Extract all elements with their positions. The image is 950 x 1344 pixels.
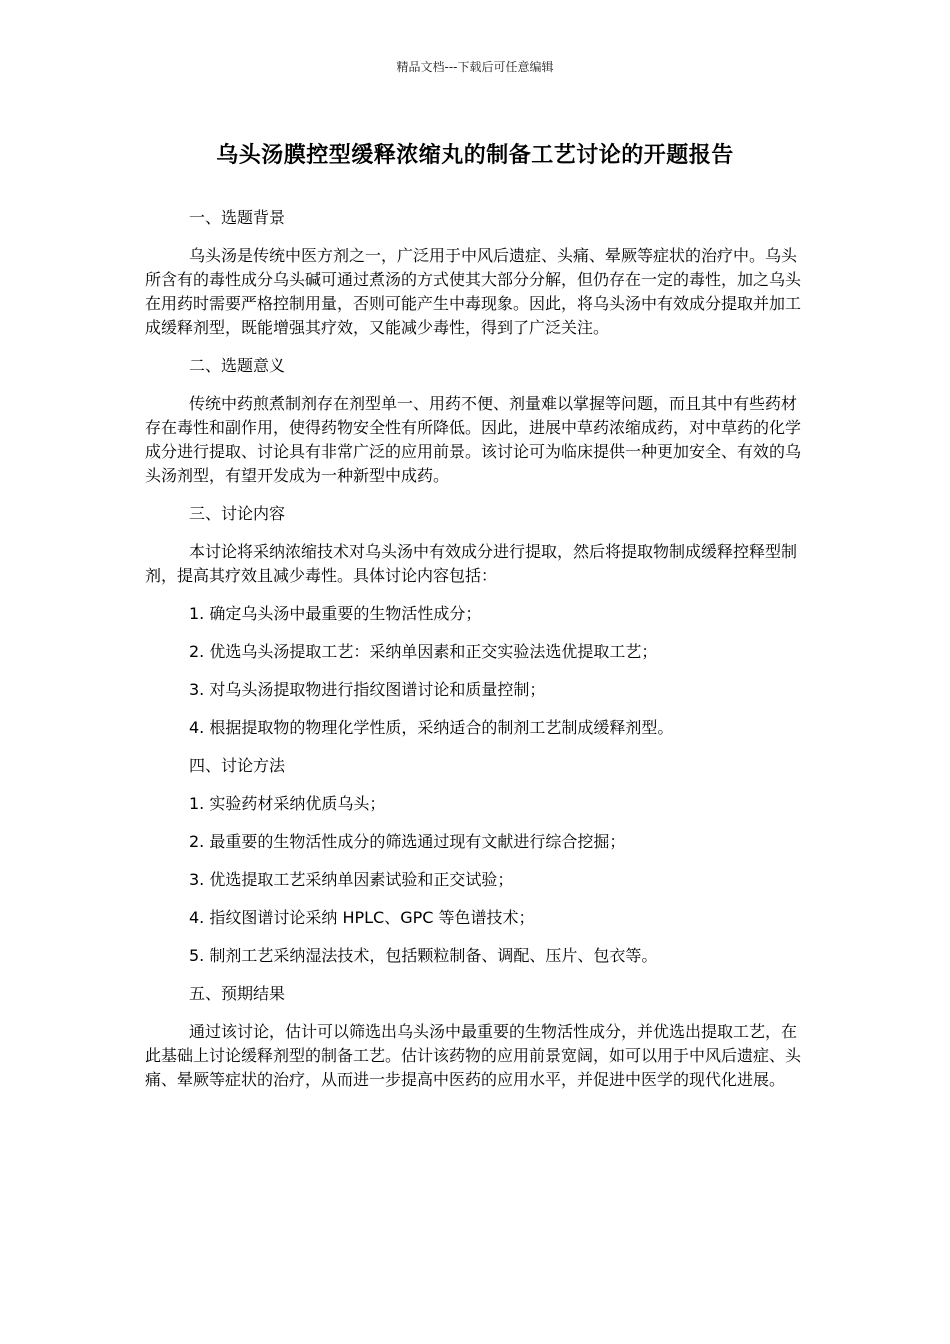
section-heading-background: 一、选题背景 — [189, 208, 286, 227]
section-heading-significance: 二、选题意义 — [189, 356, 286, 375]
page-header: 精品文档---下载后可任意编辑 — [396, 60, 554, 74]
document-title: 乌头汤膜控型缓释浓缩丸的制备工艺讨论的开题报告 — [216, 143, 734, 168]
list-item: 3. 对乌头汤提取物进行指纹图谱讨论和质量控制； — [189, 680, 546, 699]
section-paragraph-background: 乌头汤是传统中医方剂之一，广泛用于中风后遗症、头痛、晕厥等症状的治疗中。乌头所含有的毒性成分乌头碱可通过煮汤的方式使其大部分分解，但仍存在一定的毒性，加之乌头在用药时需要严格控制用量，否则可能产生中毒现象。因此，将乌头汤中有效成分提取并加工成缓释剂型，既能增强其疗效，又能减少毒性，得到了广泛关注。 — [145, 246, 802, 337]
section-heading-methods: 四、讨论方法 — [189, 756, 286, 775]
section-paragraph-content: 本讨论将采纳浓缩技术对乌头汤中有效成分进行提取，然后将提取物制成缓释控释型制剂，提高其疗效且减少毒性。具体讨论内容包括： — [145, 542, 798, 585]
section-paragraph-expected-results: 通过该讨论，估计可以筛选出乌头汤中最重要的生物活性成分，并优选出提取工艺，在此基础上讨论缓释剂型的制备工艺。估计该药物的应用前景宽阔，如可以用于中风后遗症、头痛、晕厥等症状的治疗，从而进一步提高中医药的应用水平，并促进中医学的现代化进展。 — [145, 1022, 802, 1089]
list-item: 4. 根据提取物的物理化学性质，采纳适合的制剂工艺制成缓释剂型。 — [189, 718, 674, 737]
section-paragraph-significance: 传统中药煎煮制剂存在剂型单一、用药不便、剂量难以掌握等问题，而且其中有些药材存在毒性和副作用，使得药物安全性有所降低。因此，进展中草药浓缩成药，对中草药的化学成分进行提取、讨论具有非常广泛的应用前景。该讨论可为临床提供一种更加安全、有效的乌头汤剂型，有望开发成为一种新型中成药。 — [145, 394, 802, 485]
document-body — [145, 206, 810, 1106]
list-item: 4. 指纹图谱讨论采纳 HPLC、GPC 等色谱技术； — [189, 908, 535, 927]
list-item: 2. 优选乌头汤提取工艺：采纳单因素和正交实验法选优提取工艺； — [189, 642, 658, 661]
list-item: 5. 制剂工艺采纳湿法技术，包括颗粒制备、调配、压片、包衣等。 — [189, 946, 658, 965]
list-item: 3. 优选提取工艺采纳单因素试验和正交试验； — [189, 870, 514, 889]
section-heading-content: 三、讨论内容 — [189, 504, 286, 523]
section-heading-expected-results: 五、预期结果 — [189, 984, 286, 1003]
list-item: 2. 最重要的生物活性成分的筛选通过现有文献进行综合挖掘； — [189, 832, 626, 851]
list-item: 1. 确定乌头汤中最重要的生物活性成分； — [189, 604, 482, 623]
list-item: 1. 实验药材采纳优质乌头； — [189, 794, 386, 813]
